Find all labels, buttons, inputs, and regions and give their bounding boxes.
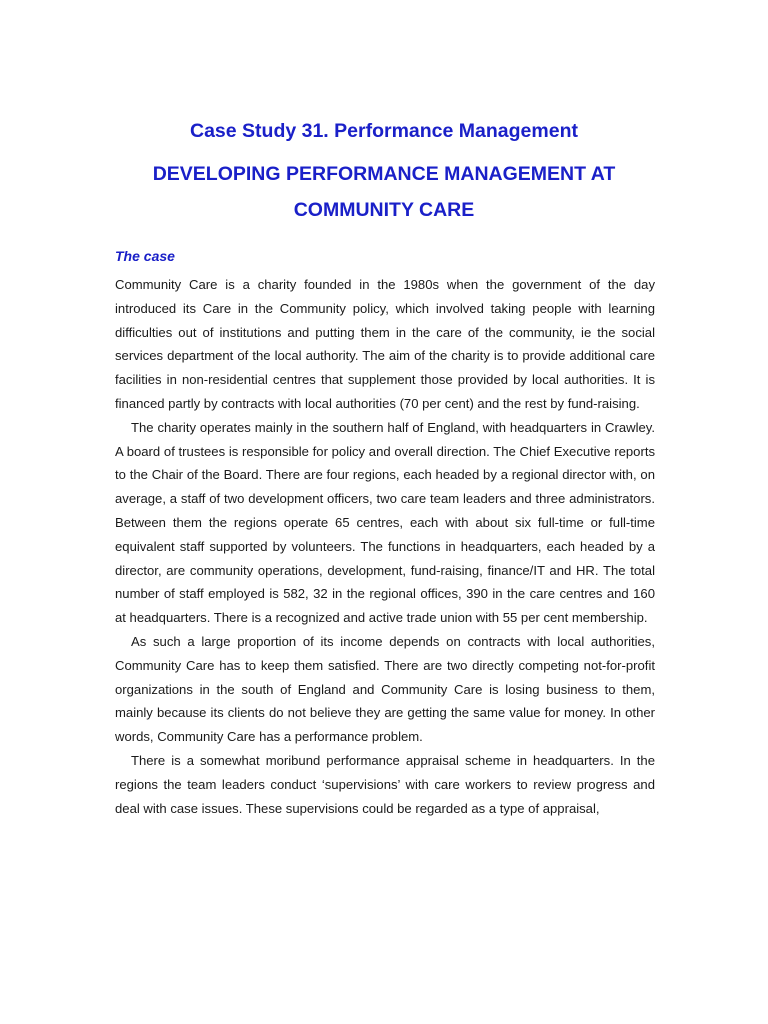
main-title-line-1: DEVELOPING PERFORMANCE MANAGEMENT AT <box>152 163 616 185</box>
case-study-title: Case Study 31. Performance Management <box>190 120 578 142</box>
main-title-line-2: COMMUNITY CARE <box>293 199 475 221</box>
paragraph-3: As such a large proportion of its income depends on contracts with local authorities, Community Care has to keep them satisfied. There are two directly competing not-for-profit organizations in the south of England and Community Care is losing business to them, mainly because its clients do not believe they are getting the same value for money. In other words, Community Care has a performance problem. <box>115 633 655 745</box>
paragraph-4: There is a somewhat moribund performance appraisal scheme in headquarters. In the regions the team leaders conduct ‘supervisions’ with care workers to review progress and deal with case issues. These supervisions could be regarded as a type of appraisal, <box>115 752 655 816</box>
section-heading: The case <box>115 248 175 264</box>
paragraph-1: Community Care is a charity founded in the 1980s when the government of the day introduced its Care in the Community policy, which involved taking people with learning difficulties out of institutions and putting them in the care of the community, ie the social services department of the local authority. The aim of the charity is to provide additional care facilities in non-residential centres that supplement those provided by local authorities. It is financed partly by contracts with local authorities (70 per cent) and the rest by fund-raising. <box>115 277 655 411</box>
body-text <box>115 273 655 820</box>
paragraph-2: The charity operates mainly in the southern half of England, with headquarters in Crawley. A board of trustees is responsible for policy and overall direction. The Chief Executive reports to the Chair of the Board. There are four regions, each headed by a regional director with, on average, a staff of two development officers, two care team leaders and three administrators. Between them the regions operate 65 centres, each with about six full-time or full-time equivalent staff supported by volunteers. The functions in headquarters, each headed by a director, are community operations, development, fund-raising, finance/IT and HR. The total number of staff employed is 582, 32 in the regional offices, 390 in the care centres and 160 at headquarters. There is a recognized and active trade union with 55 per cent membership. <box>115 419 655 626</box>
